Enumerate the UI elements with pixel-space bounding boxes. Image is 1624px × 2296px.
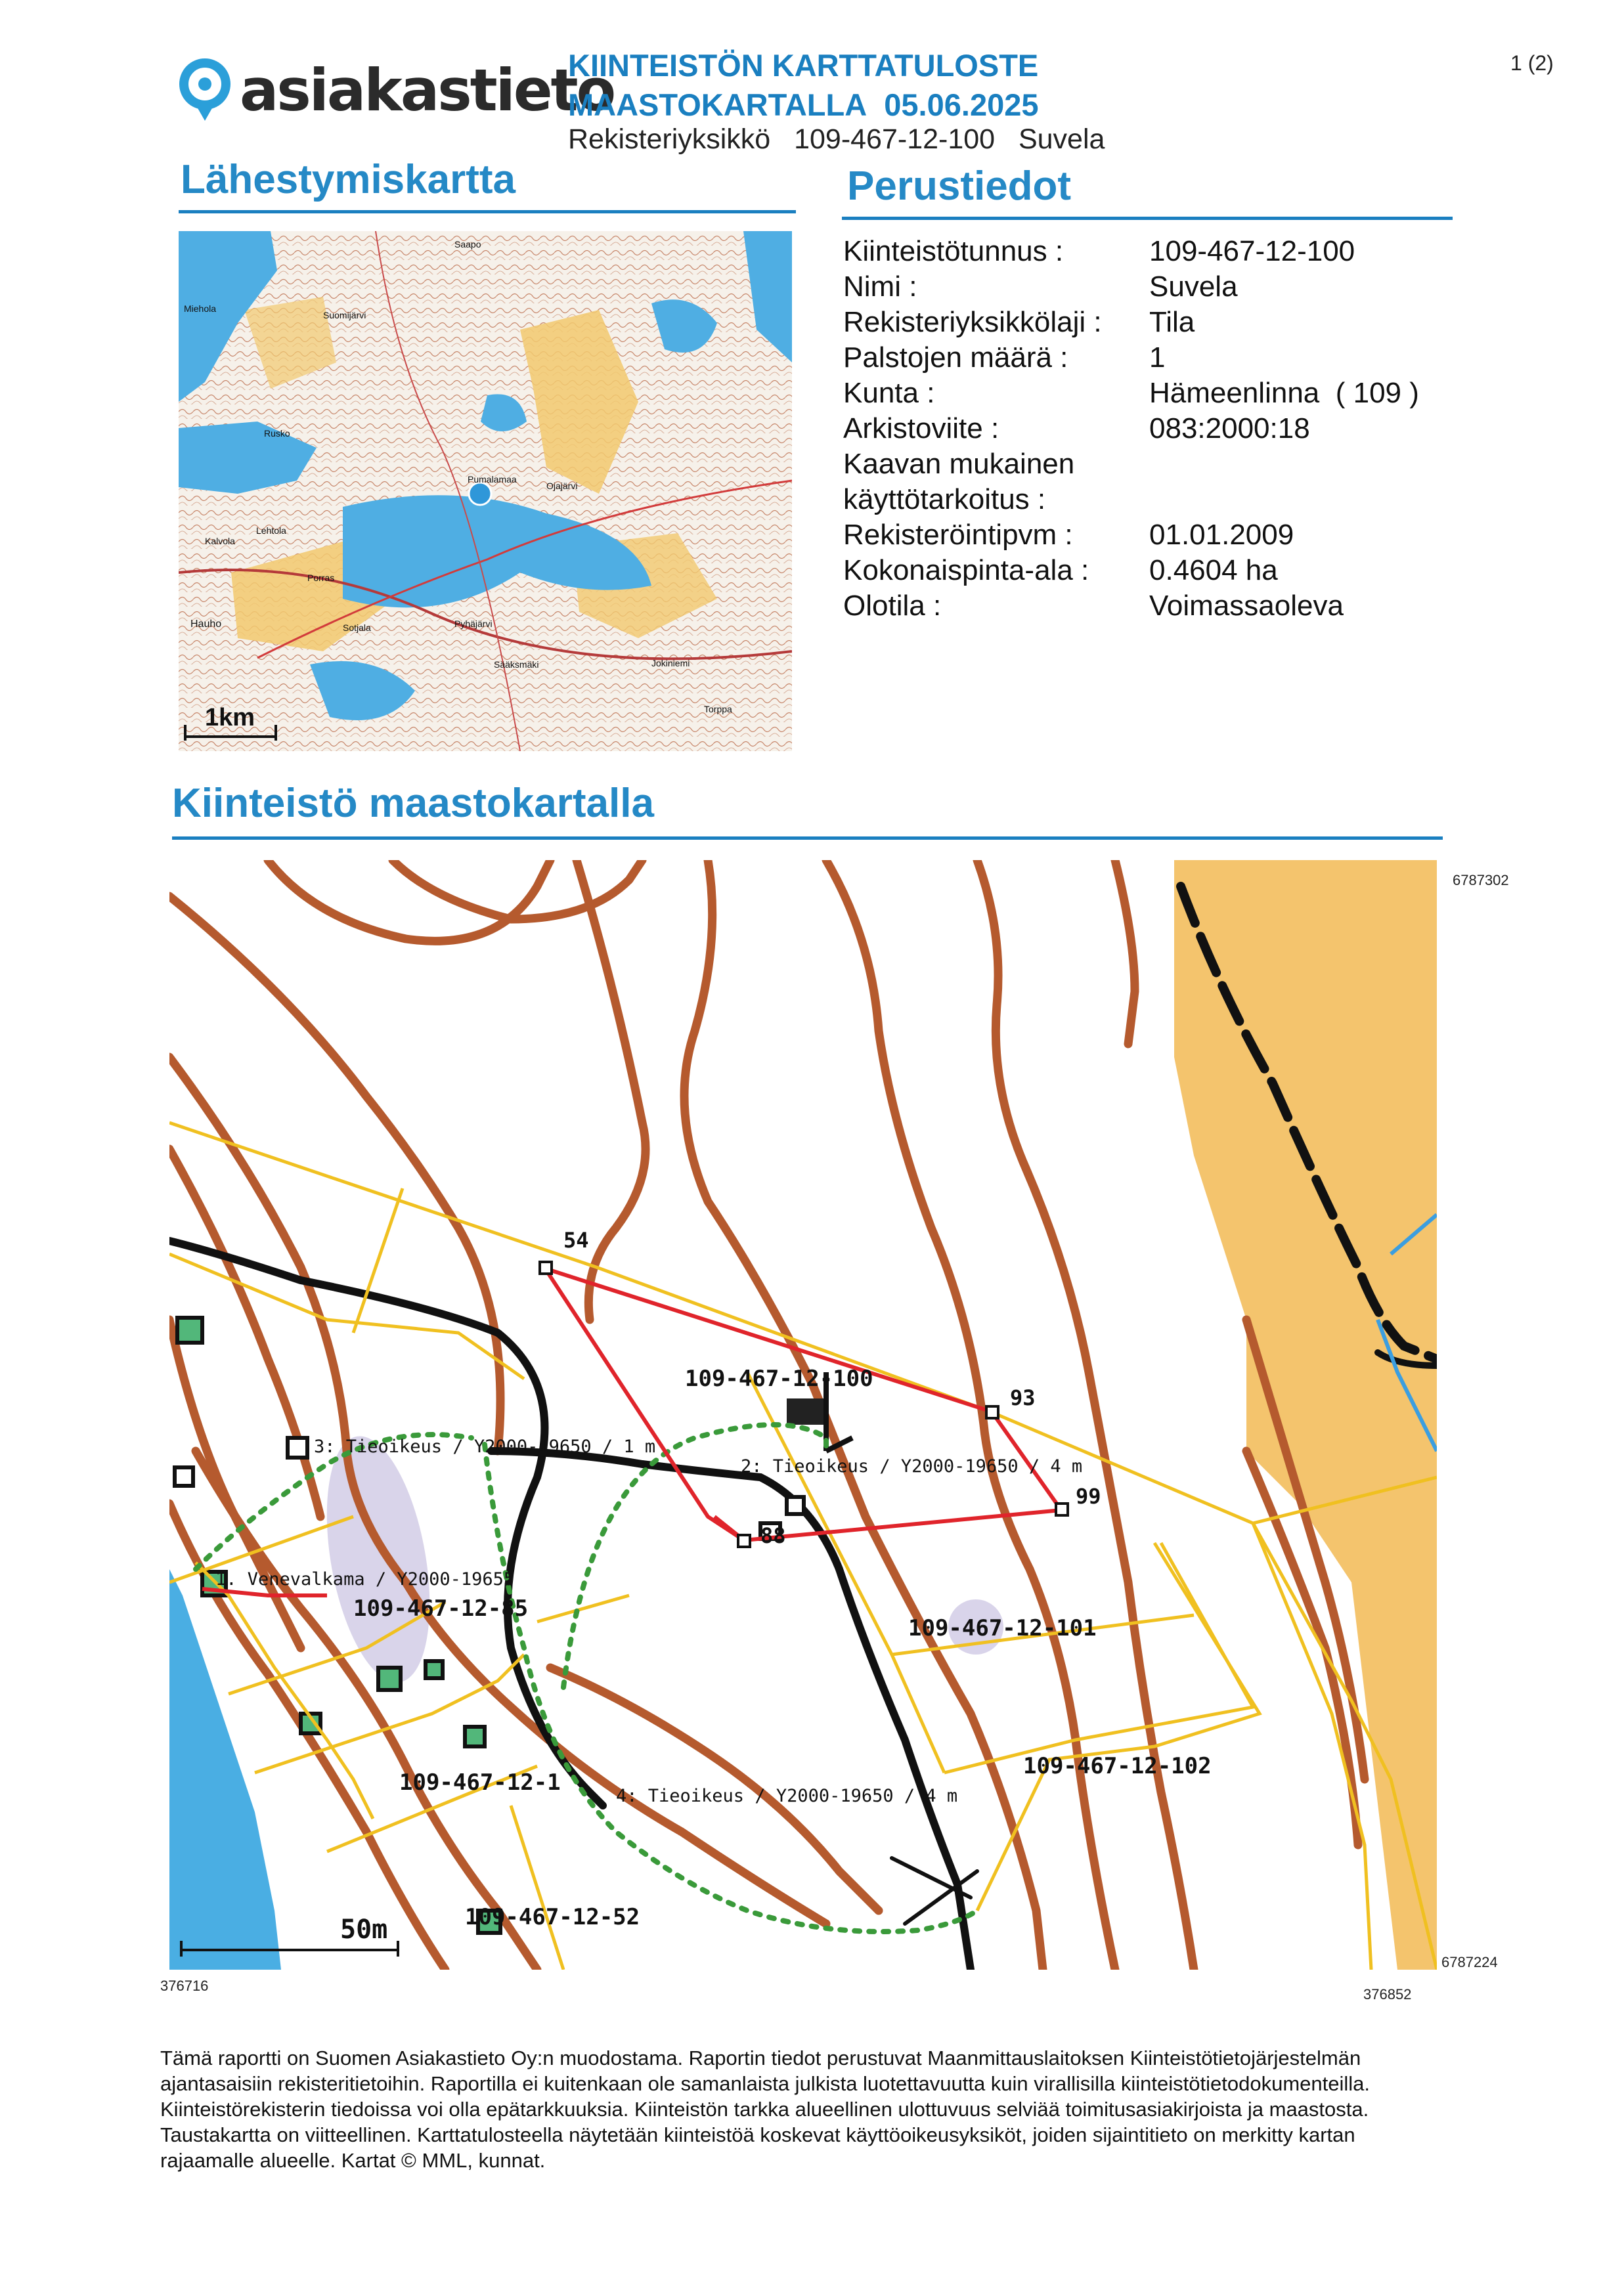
basic-info-heading: Perustiedot <box>847 163 1072 209</box>
overview-heading: Lähestymiskartta <box>181 157 516 202</box>
easement-label: 4: Tieoikeus / Y2000-19650 / 4 m <box>616 1786 958 1806</box>
info-label: Palstojen määrä : <box>843 341 1068 374</box>
info-value: Tila <box>1149 306 1195 338</box>
info-row <box>843 305 1434 340</box>
info-value: Suvela <box>1149 271 1238 303</box>
info-label: käyttötarkoitus : <box>843 483 1046 515</box>
register-name: Suvela <box>1018 123 1105 155</box>
info-value: 109-467-12-100 <box>1149 235 1355 267</box>
parcel-label: 109-467-12-1 <box>399 1769 561 1796</box>
terrain-map <box>169 860 1437 1970</box>
place-label: Saapo <box>454 239 481 249</box>
info-label: Rekisteriyksikkölaji : <box>843 306 1102 338</box>
info-label: Kaavan mukainen <box>843 448 1075 480</box>
info-value: Hämeenlinna ( 109 ) <box>1149 377 1419 409</box>
info-label: Olotila : <box>843 590 942 622</box>
info-row <box>843 482 1434 517</box>
location-pin-icon <box>177 53 236 125</box>
place-label: Sääksmäki <box>494 659 539 670</box>
place-label: Pumalamaa <box>468 474 517 485</box>
parcel-label: 109-467-12-52 <box>465 1904 640 1930</box>
coord-bottom-right-x: 376852 <box>1363 1986 1412 2003</box>
easement-label: 2: Tieoikeus / Y2000-19650 / 4 m <box>741 1456 1083 1477</box>
info-row <box>843 234 1434 269</box>
place-label: Torppa <box>704 704 732 714</box>
place-label: Porras <box>307 573 335 583</box>
parcel-label: 109-467-12-102 <box>1023 1753 1212 1779</box>
coord-top-right: 6787302 <box>1453 872 1509 888</box>
property-location-marker <box>469 483 491 505</box>
place-label: Sotjala <box>343 622 371 633</box>
info-row <box>843 517 1434 553</box>
info-value: 0.4604 ha <box>1149 554 1278 586</box>
report-title <box>568 46 1039 125</box>
terrain-scale-label: 50m <box>340 1915 388 1945</box>
overview-scale-label: 1km <box>205 704 255 731</box>
basic-info-table <box>843 234 1434 624</box>
place-label: Suomijärvi <box>323 310 366 320</box>
parcel-label: 109-467-12-85 <box>353 1595 529 1622</box>
info-row <box>843 411 1434 446</box>
info-row <box>843 588 1434 624</box>
register-label: Rekisteriyksikkö <box>568 123 771 155</box>
point-label: 93 <box>1010 1385 1036 1410</box>
parcel-label: 109-467-12-101 <box>908 1615 1097 1641</box>
place-label: Ojajärvi <box>546 481 578 491</box>
info-label: Arkistoviite : <box>843 412 999 444</box>
place-label: Rusko <box>264 428 290 439</box>
place-label: Lehtola <box>256 525 286 536</box>
info-row <box>843 376 1434 411</box>
point-label: 54 <box>563 1228 589 1253</box>
info-label: Kokonaispinta-ala : <box>843 554 1089 586</box>
easement-label: 1. Venevalkama / Y2000-19655 <box>215 1569 515 1590</box>
info-row <box>843 340 1434 376</box>
overview-map <box>179 231 792 751</box>
parcel-label-main: 109-467-12-100 <box>685 1366 873 1392</box>
asiakastieto-logo <box>177 53 615 125</box>
basic-info-rule <box>842 217 1453 220</box>
info-value: 1 <box>1149 341 1166 374</box>
terrain-heading: Kiinteistö maastokartalla <box>172 781 654 826</box>
info-row <box>843 446 1434 482</box>
place-label: Kalvola <box>205 536 235 546</box>
info-label: Rekisteröintipvm : <box>843 519 1073 551</box>
overview-rule <box>179 210 796 213</box>
info-label: Kunta : <box>843 377 935 409</box>
disclaimer-text: Tämä raportti on Suomen Asiakastieto Oy:n muodostama. Raportin tiedot perustuvat Maanmittauslaitoksen Kiinteistötietojärjestelmän ajantasaisiin rekisteritietoihin. Raportilla ei kuitenkaan ole samanlaista julkista luotettavuutta kuin virallisilla kiinteistötietodokumenteilla. Kiinteistörekisterin tiedoissa voi olla epätarkkuuksia. Kiinteistön tarkka alueellinen ulottuvuus selviää toimitusasiakirjoista ja maastosta. Taustakartta on viitteellinen. Karttatulosteella näytetään kiinteistöä koskevat käyttöoikeusyksiköt, joiden sijaintitieto on merkitty kartan rajaamalle alueelle. Kartat © MML, kunnat. <box>160 2047 1371 2172</box>
place-label: Hauho <box>190 618 222 630</box>
point-label: 99 <box>1076 1484 1101 1509</box>
info-value: 083:2000:18 <box>1149 412 1310 444</box>
report-date: 05.06.2025 <box>884 87 1039 122</box>
coord-bottom-left: 376716 <box>160 1978 209 1994</box>
title-line-1: KIINTEISTÖN KARTTATULOSTE <box>568 48 1039 83</box>
info-row <box>843 269 1434 305</box>
building-marker <box>787 1398 823 1425</box>
info-label: Kiinteistötunnus : <box>843 235 1064 267</box>
place-label: Miehola <box>184 303 217 314</box>
register-id: 109-467-12-100 <box>794 123 996 155</box>
place-label: Pyhäjärvi <box>454 618 493 629</box>
info-row <box>843 553 1434 588</box>
info-value: 01.01.2009 <box>1149 519 1294 551</box>
coord-bottom-right: 6787224 <box>1441 1954 1498 1970</box>
terrain-rule <box>172 836 1443 840</box>
register-line <box>568 123 1105 156</box>
easement-label: 3: Tieoikeus / Y2000-19650 / 1 m <box>314 1437 656 1457</box>
page-number: 1 (2) <box>1510 51 1554 75</box>
point-label: 88 <box>760 1523 786 1548</box>
info-label: Nimi : <box>843 271 917 303</box>
place-label: Jokiniemi <box>651 658 690 668</box>
logo-text: asiakastieto <box>240 56 615 124</box>
info-value: Voimassaoleva <box>1149 590 1344 622</box>
title-line-2: MAASTOKARTALLA <box>568 87 867 122</box>
